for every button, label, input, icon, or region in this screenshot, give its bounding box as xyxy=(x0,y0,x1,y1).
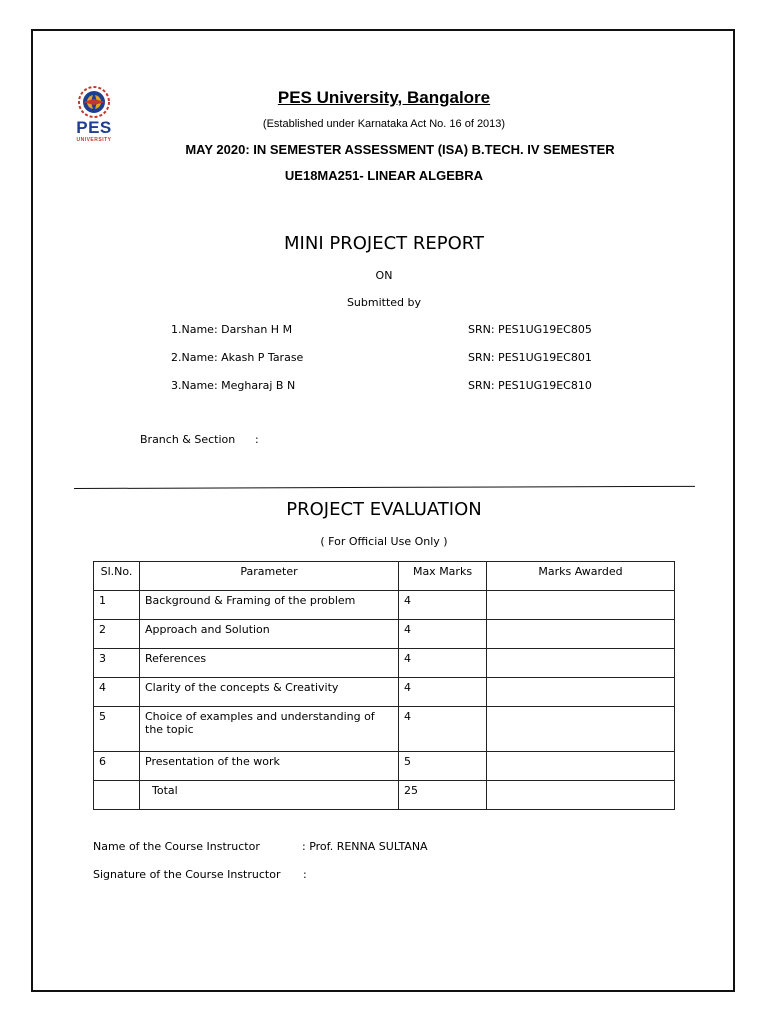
cell-parameter: Clarity of the concepts & Creativity xyxy=(140,678,399,707)
university-name: PES University, Bangalore xyxy=(277,88,491,107)
member-srn: SRN: PES1UG19EC810 xyxy=(468,379,592,392)
cell-slno: 6 xyxy=(94,752,140,781)
report-title: MINI PROJECT REPORT xyxy=(284,233,484,254)
evaluation-table xyxy=(93,561,675,810)
table-total-row xyxy=(94,781,675,810)
member-name: 1.Name: Darshan H M xyxy=(171,323,293,336)
header-marks-awarded: Marks Awarded xyxy=(487,562,675,591)
cell-marks-awarded[interactable] xyxy=(487,752,675,781)
member-srn: SRN: PES1UG19EC801 xyxy=(468,351,592,364)
cell-max-marks: 4 xyxy=(399,591,487,620)
header-max-marks: Max Marks xyxy=(399,562,487,591)
table-row xyxy=(94,591,675,620)
cell-slno: 3 xyxy=(94,649,140,678)
instructor-name: : Prof. RENNA SULTANA xyxy=(302,840,428,853)
signature-colon: : xyxy=(303,868,307,881)
cell-max-marks: 4 xyxy=(399,707,487,752)
cell-parameter: Presentation of the work xyxy=(140,752,399,781)
table-row xyxy=(94,678,675,707)
cell-slno: 1 xyxy=(94,591,140,620)
cell-max-marks: 4 xyxy=(399,678,487,707)
cell-slno xyxy=(94,781,140,810)
cell-slno: 4 xyxy=(94,678,140,707)
cell-parameter: Choice of examples and understanding of the topic xyxy=(140,707,399,752)
report-on: ON xyxy=(375,269,393,282)
total-label: Total xyxy=(140,781,399,810)
branch-label: Branch & Section xyxy=(140,433,236,446)
submitted-by: Submitted by xyxy=(346,296,422,309)
established-line: (Established under Karnataka Act No. 16 of 2013) xyxy=(262,118,506,130)
member-name: 3.Name: Megharaj B N xyxy=(171,379,296,392)
member-srn: SRN: PES1UG19EC805 xyxy=(468,323,592,336)
evaluation-title: PROJECT EVALUATION xyxy=(286,499,482,520)
logo-wordmark: PES xyxy=(76,118,112,137)
cell-parameter: Background & Framing of the problem xyxy=(140,591,399,620)
member-name: 2.Name: Akash P Tarase xyxy=(171,351,304,364)
instructor-label: Name of the Course Instructor xyxy=(93,840,260,853)
table-row xyxy=(94,649,675,678)
table-row xyxy=(94,620,675,649)
header-slno: Sl.No. xyxy=(94,562,140,591)
cell-slno: 2 xyxy=(94,620,140,649)
logo-subtext: UNIVERSITY xyxy=(76,137,112,143)
cell-slno: 5 xyxy=(94,707,140,752)
table-header-row xyxy=(94,562,675,591)
cell-marks-awarded[interactable] xyxy=(487,591,675,620)
cell-parameter: References xyxy=(140,649,399,678)
course-line: UE18MA251- LINEAR ALGEBRA xyxy=(284,168,484,183)
official-use-note: ( For Official Use Only ) xyxy=(320,535,448,548)
cell-max-marks: 4 xyxy=(399,649,487,678)
cell-marks-awarded[interactable] xyxy=(487,649,675,678)
exam-line: MAY 2020: IN SEMESTER ASSESSMENT (ISA) B.TECH. IV SEMESTER xyxy=(185,142,615,157)
cell-marks-awarded[interactable] xyxy=(487,707,675,752)
total-max-marks: 25 xyxy=(399,781,487,810)
branch-colon: : xyxy=(255,433,259,446)
cell-parameter: Approach and Solution xyxy=(140,620,399,649)
cell-max-marks: 4 xyxy=(399,620,487,649)
table-row xyxy=(94,707,675,752)
cell-max-marks: 5 xyxy=(399,752,487,781)
total-marks-awarded[interactable] xyxy=(487,781,675,810)
cell-marks-awarded[interactable] xyxy=(487,678,675,707)
cell-marks-awarded[interactable] xyxy=(487,620,675,649)
table-row xyxy=(94,752,675,781)
signature-label: Signature of the Course Instructor xyxy=(93,868,281,881)
header-parameter: Parameter xyxy=(140,562,399,591)
